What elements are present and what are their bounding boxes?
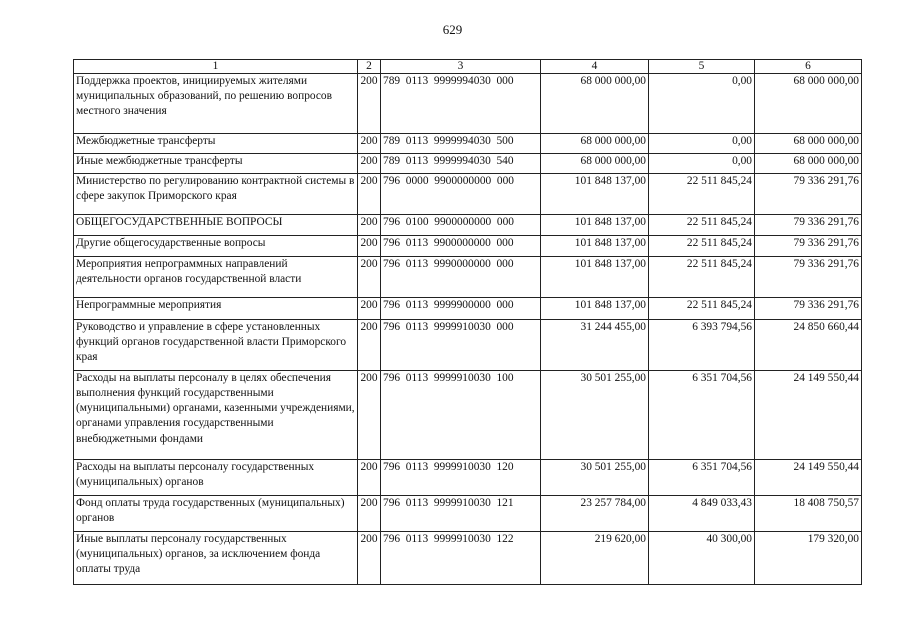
row-classification: 796 0113 9999910030 100 bbox=[381, 371, 541, 460]
row-value-col6: 24 149 550,44 bbox=[755, 460, 862, 496]
row-code: 200 bbox=[358, 134, 381, 154]
row-classification: 796 0113 9999900000 000 bbox=[381, 298, 541, 320]
row-value-col6: 79 336 291,76 bbox=[755, 236, 862, 257]
header-row bbox=[74, 60, 862, 74]
column-header-4: 4 bbox=[541, 60, 649, 74]
row-value-col4: 101 848 137,00 bbox=[541, 257, 649, 298]
row-classification: 796 0000 9900000000 000 bbox=[381, 174, 541, 215]
table-row bbox=[74, 236, 862, 257]
row-value-col5: 22 511 845,24 bbox=[649, 257, 755, 298]
row-value-col6: 68 000 000,00 bbox=[755, 74, 862, 134]
row-name: Расходы на выплаты персоналу в целях обеспечения выполнения функций государственными (муниципальными) органами, казенными учреждениями, органами управления государственными внебюджетными фондами bbox=[74, 371, 358, 460]
row-value-col5: 6 351 704,56 bbox=[649, 371, 755, 460]
row-code: 200 bbox=[358, 236, 381, 257]
row-code: 200 bbox=[358, 174, 381, 215]
row-code: 200 bbox=[358, 215, 381, 236]
row-value-col6: 68 000 000,00 bbox=[755, 154, 862, 174]
row-code: 200 bbox=[358, 74, 381, 134]
column-header-1: 1 bbox=[74, 60, 358, 74]
row-value-col6: 79 336 291,76 bbox=[755, 298, 862, 320]
table-row bbox=[74, 74, 862, 134]
page-number: 629 bbox=[442, 22, 463, 37]
row-name: Министерство по регулированию контрактной системы в сфере закупок Приморского края bbox=[74, 174, 358, 215]
row-name: Межбюджетные трансферты bbox=[74, 134, 358, 154]
table-row bbox=[74, 154, 862, 174]
row-value-col4: 101 848 137,00 bbox=[541, 298, 649, 320]
row-name: Мероприятия непрограммных направлений деятельности органов государственной власти bbox=[74, 257, 358, 298]
table-row bbox=[74, 174, 862, 215]
row-name: Фонд оплаты труда государственных (муниципальных) органов bbox=[74, 496, 358, 532]
row-value-col5: 40 300,00 bbox=[649, 532, 755, 585]
row-classification: 796 0100 9900000000 000 bbox=[381, 215, 541, 236]
row-classification: 796 0113 9999910030 000 bbox=[381, 320, 541, 371]
row-value-col4: 30 501 255,00 bbox=[541, 371, 649, 460]
row-value-col6: 79 336 291,76 bbox=[755, 257, 862, 298]
row-value-col4: 23 257 784,00 bbox=[541, 496, 649, 532]
row-classification: 796 0113 9999910030 122 bbox=[381, 532, 541, 585]
row-code: 200 bbox=[358, 154, 381, 174]
row-value-col5: 22 511 845,24 bbox=[649, 215, 755, 236]
row-value-col5: 0,00 bbox=[649, 74, 755, 134]
row-name: Расходы на выплаты персоналу государственных (муниципальных) органов bbox=[74, 460, 358, 496]
table-row bbox=[74, 532, 862, 585]
row-classification: 796 0113 9999910030 121 bbox=[381, 496, 541, 532]
row-value-col5: 22 511 845,24 bbox=[649, 174, 755, 215]
table-row bbox=[74, 298, 862, 320]
row-classification: 796 0113 9999910030 120 bbox=[381, 460, 541, 496]
row-value-col6: 18 408 750,57 bbox=[755, 496, 862, 532]
row-value-col6: 179 320,00 bbox=[755, 532, 862, 585]
row-code: 200 bbox=[358, 496, 381, 532]
row-classification: 796 0113 9990000000 000 bbox=[381, 257, 541, 298]
row-value-col6: 68 000 000,00 bbox=[755, 134, 862, 154]
row-name: Руководство и управление в сфере установленных функций органов государственной власти Приморского края bbox=[74, 320, 358, 371]
column-header-3: 3 bbox=[381, 60, 541, 74]
row-value-col5: 6 393 794,56 bbox=[649, 320, 755, 371]
budget-table bbox=[73, 59, 862, 585]
row-code: 200 bbox=[358, 320, 381, 371]
column-header-2: 2 bbox=[358, 60, 381, 74]
row-value-col6: 24 149 550,44 bbox=[755, 371, 862, 460]
table-row bbox=[74, 320, 862, 371]
row-value-col4: 68 000 000,00 bbox=[541, 154, 649, 174]
row-value-col4: 68 000 000,00 bbox=[541, 74, 649, 134]
column-header-6: 6 bbox=[755, 60, 862, 74]
row-value-col5: 4 849 033,43 bbox=[649, 496, 755, 532]
row-value-col5: 0,00 bbox=[649, 134, 755, 154]
row-name: Иные межбюджетные трансферты bbox=[74, 154, 358, 174]
row-classification: 789 0113 9999994030 500 bbox=[381, 134, 541, 154]
row-code: 200 bbox=[358, 371, 381, 460]
row-code: 200 bbox=[358, 298, 381, 320]
table-row bbox=[74, 257, 862, 298]
row-classification: 796 0113 9900000000 000 bbox=[381, 236, 541, 257]
row-code: 200 bbox=[358, 460, 381, 496]
row-name: ОБЩЕГОСУДАРСТВЕННЫЕ ВОПРОСЫ bbox=[74, 215, 358, 236]
row-value-col4: 219 620,00 bbox=[541, 532, 649, 585]
row-value-col5: 6 351 704,56 bbox=[649, 460, 755, 496]
row-value-col4: 101 848 137,00 bbox=[541, 215, 649, 236]
row-value-col4: 101 848 137,00 bbox=[541, 236, 649, 257]
row-value-col6: 79 336 291,76 bbox=[755, 215, 862, 236]
table-row bbox=[74, 215, 862, 236]
row-value-col6: 24 850 660,44 bbox=[755, 320, 862, 371]
row-value-col4: 31 244 455,00 bbox=[541, 320, 649, 371]
row-classification: 789 0113 9999994030 540 bbox=[381, 154, 541, 174]
row-value-col4: 101 848 137,00 bbox=[541, 174, 649, 215]
column-header-5: 5 bbox=[649, 60, 755, 74]
row-name: Иные выплаты персоналу государственных (муниципальных) органов, за исключением фонда оплаты труда bbox=[74, 532, 358, 585]
row-name: Непрограммные мероприятия bbox=[74, 298, 358, 320]
row-name: Поддержка проектов, инициируемых жителями муниципальных образований, по решению вопросов местного значения bbox=[74, 74, 358, 134]
row-value-col5: 22 511 845,24 bbox=[649, 236, 755, 257]
table-row bbox=[74, 371, 862, 460]
row-code: 200 bbox=[358, 532, 381, 585]
row-value-col4: 68 000 000,00 bbox=[541, 134, 649, 154]
row-value-col6: 79 336 291,76 bbox=[755, 174, 862, 215]
table-row bbox=[74, 460, 862, 496]
table-row bbox=[74, 496, 862, 532]
table-row bbox=[74, 134, 862, 154]
row-value-col5: 0,00 bbox=[649, 154, 755, 174]
row-code: 200 bbox=[358, 257, 381, 298]
row-name: Другие общегосударственные вопросы bbox=[74, 236, 358, 257]
row-value-col4: 30 501 255,00 bbox=[541, 460, 649, 496]
row-value-col5: 22 511 845,24 bbox=[649, 298, 755, 320]
row-classification: 789 0113 9999994030 000 bbox=[381, 74, 541, 134]
